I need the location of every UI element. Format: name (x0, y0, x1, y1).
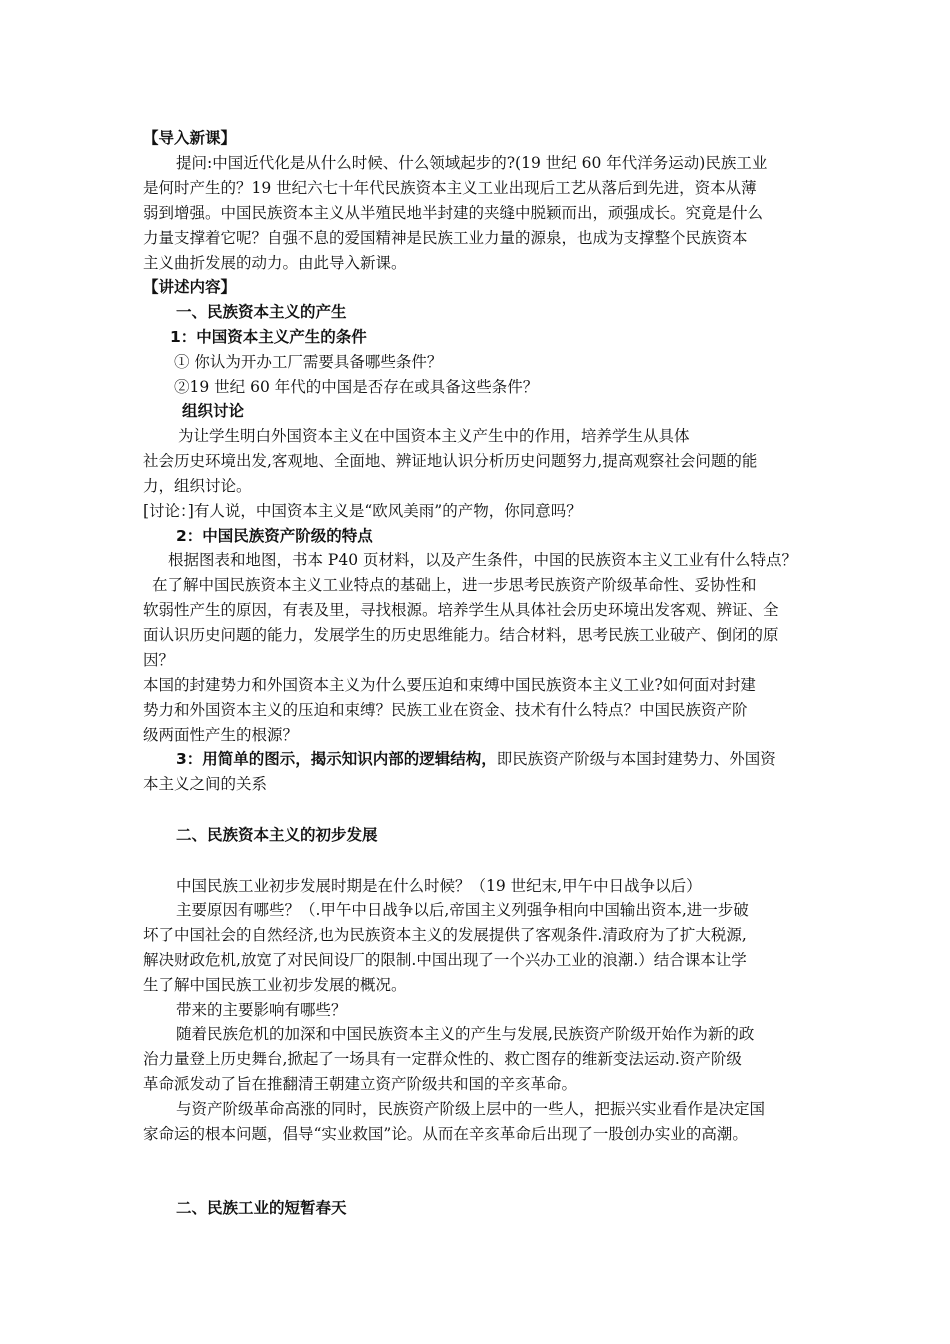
paragraph-line: 在了解中国民族资本主义工业特点的基础上，进一步思考民族资产阶级革命性、妥协性和 (152, 576, 757, 594)
question-1: ① 你认为开办工厂需要具备哪些条件？ (174, 353, 443, 371)
paragraph-line: 力，组织讨论。 (143, 477, 252, 495)
paragraph-line: 随着民族危机的加深和中国民族资本主义的产生与发展,民族资产阶级开始作为新的政 (176, 1025, 755, 1043)
paragraph-line: 级两面性产生的根源？ (143, 726, 299, 744)
paragraph-line: 革命派发动了旨在推翻清王朝建立资产阶级共和国的辛亥革命。 (143, 1075, 578, 1093)
paragraph-line: 本主义之间的关系 (143, 775, 268, 793)
paragraph-line: 家命运的根本问题，倡导“实业救国”论。从而在辛亥革命后出现了一股创办实业的高潮。 (143, 1125, 748, 1143)
discussion-label: 组织讨论 (182, 402, 245, 420)
paragraph-line: 社会历史环境出发,客观地、全面地、辨证地认识分析历史问题努力,提高观察社会问题的能 (143, 452, 758, 470)
paragraph-line: 根据图表和地图，书本 P40 页材料，以及产生条件，中国的民族资本主义工业有什么特点？ (168, 551, 798, 569)
intro-line: 提问:中国近代化是从什么时候、什么领域起步的?(19 世纪 60 年代洋务运动)民族工业 (176, 154, 768, 172)
paragraph-line: 坏了中国社会的自然经济,也为民族资本主义的发展提供了客观条件.清政府为了扩大税源, (143, 926, 747, 944)
subsection-1-title: 1：中国资本主义产生的条件 (170, 328, 367, 346)
intro-line: 是何时产生的？19 世纪六七十年代民族资本主义工业出现后工艺从落后到先进，资本从薄 (143, 179, 757, 197)
paragraph-line: 因？ (143, 651, 175, 669)
intro-line: 弱到增强。中国民族资本主义从半殖民地半封建的夹缝中脱颖而出，顽强成长。究竟是什么 (143, 204, 764, 222)
paragraph-line: 带来的主要影响有哪些？ (176, 1001, 347, 1019)
subsection-3-text: 即民族资产阶级与本国封建势力、外国资 (496, 750, 776, 768)
subsection-3-title: 3：用简单的图示，揭示知识内部的逻辑结构， (176, 750, 497, 768)
subsection-2-title: 2：中国民族资产阶级的特点 (176, 527, 373, 545)
question-2: ②19 世纪 60 年代的中国是否存在或具备这些条件？ (174, 378, 539, 396)
paragraph-line: 主要原因有哪些？（.甲午中日战争以后,帝国主义列强争相向中国输出资本,进一步破 (176, 901, 749, 919)
paragraph-line: 本国的封建势力和外国资本主义为什么要压迫和束缚中国民族资本主义工业?如何面对封建 (143, 676, 756, 694)
paragraph-line: 治力量登上历史舞台,掀起了一场具有一定群众性的、救亡图存的维新变法运动.资产阶级 (143, 1050, 742, 1068)
section-2-title: 二、民族资本主义的初步发展 (176, 826, 378, 844)
section-3-title: 二、民族工业的短暂春天 (176, 1199, 347, 1217)
intro-line: 主义曲折发展的动力。由此导入新课。 (143, 254, 407, 272)
discussion-question: [讨论：]有人说，中国资本主义是“欧风美雨”的产物，你同意吗？ (143, 502, 582, 520)
paragraph-line: 中国民族工业初步发展时期是在什么时候？（19 世纪末,甲午中日战争以后） (176, 877, 702, 895)
paragraph-line: 面认识历史问题的能力，发展学生的历史思维能力。结合材料，思考民族工业破产、倒闭的原 (143, 626, 779, 644)
intro-heading: 【导入新课】 (143, 129, 237, 147)
paragraph-line: 解决财政危机,放宽了对民间设厂的限制.中国出现了一个兴办工业的浪潮.）结合课本让学 (143, 951, 747, 969)
content-heading: 【讲述内容】 (143, 278, 237, 296)
paragraph-line: 为让学生明白外国资本主义在中国资本主义产生中的作用，培养学生从具体 (178, 427, 690, 445)
paragraph-line: 软弱性产生的原因，有表及里，寻找根源。培养学生从具体社会历史环境出发客观、辨证、全 (143, 601, 779, 619)
subsection-3-line (176, 749, 776, 769)
paragraph-line: 生了解中国民族工业初步发展的概况。 (143, 976, 407, 994)
section-1-title: 一、民族资本主义的产生 (176, 303, 347, 321)
paragraph-line: 与资产阶级革命高涨的同时，民族资产阶级上层中的一些人，把振兴实业看作是决定国 (176, 1100, 766, 1118)
paragraph-line: 势力和外国资本主义的压迫和束缚？民族工业在资金、技术有什么特点？中国民族资产阶 (143, 701, 748, 719)
intro-line: 力量支撑着它呢？自强不息的爱国精神是民族工业力量的源泉，也成为支撑整个民族资本 (143, 229, 748, 247)
